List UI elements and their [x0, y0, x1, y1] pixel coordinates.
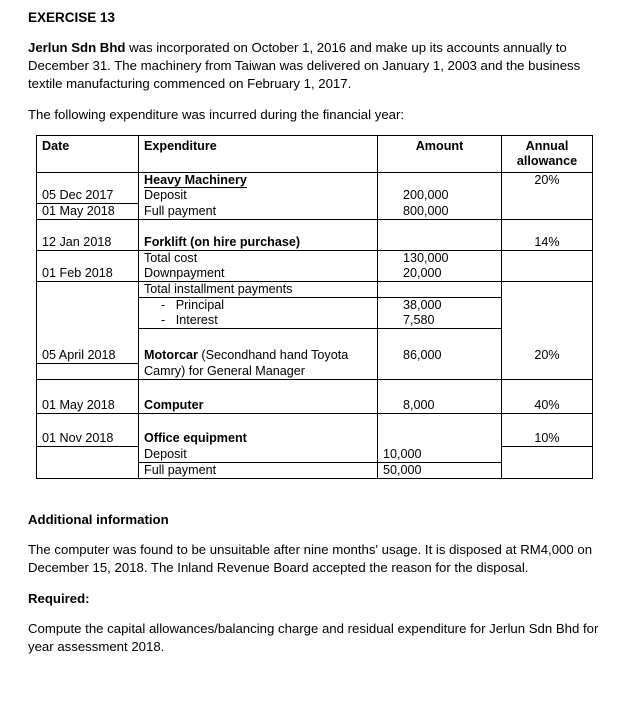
heavy-full-amount: 800,000	[378, 204, 502, 220]
forklift-rate: 14%	[502, 235, 593, 251]
required-text: Compute the capital allowances/balancing charge and residual expenditure for Jerlun Sdn Bhd for year assessment 2018.	[28, 621, 599, 654]
header-annual-allowance: Annual allowance	[502, 136, 593, 173]
expenditure-table	[36, 135, 593, 479]
additional-info-heading: Additional information	[28, 512, 169, 527]
intro-text: was incorporated on October 1, 2016 and make up its accounts annually to December 31. The machinery from Taiwan was delivered on January 1, 2003 and the business textile manufacturing commenced on February 1, 2017.	[28, 40, 581, 91]
office-deposit: 10,000	[378, 447, 502, 463]
table-row	[37, 266, 593, 282]
office-title: Office equipment	[144, 431, 247, 445]
computer-date: 01 May 2018	[37, 395, 139, 414]
motorcar-desc-line1: (Secondhand hand Toyota	[197, 348, 349, 362]
header-amount: Amount	[378, 136, 502, 173]
heavy-full-date: 01 May 2018	[37, 204, 139, 220]
table-header-row	[37, 136, 593, 173]
table-row	[37, 298, 593, 314]
heavy-deposit-label: Deposit	[139, 188, 378, 204]
forklift-principal-label: Principal	[175, 298, 224, 312]
motorcar-desc-line2: Camry) for General Manager	[139, 364, 378, 380]
additional-info-text: The computer was found to be unsuitable after nine months' usage. It is disposed at RM4,000 on December 15, 2018. The Inland Revenue Board accepted the reason for the disposal.	[28, 542, 593, 575]
office-rate: 10%	[502, 429, 593, 447]
forklift-total-cost-label: Total cost	[139, 251, 378, 267]
heavy-deposit-amount: 200,000	[378, 188, 502, 204]
forklift-date: 12 Jan 2018	[37, 235, 139, 251]
table-row	[37, 188, 593, 204]
forklift-principal: 38,000	[378, 298, 502, 314]
required-heading: Required:	[28, 591, 90, 606]
table-row	[37, 364, 593, 380]
heavy-machinery-title: Heavy Machinery	[144, 173, 247, 187]
office-full: 50,000	[378, 462, 502, 478]
motorcar-amount: 86,000	[378, 344, 502, 364]
table-row	[37, 462, 593, 478]
heavy-machinery-rate: 20%	[502, 173, 593, 189]
office-full-label: Full payment	[139, 462, 378, 478]
forklift-downpayment-label: Downpayment	[139, 266, 378, 282]
header-date: Date	[37, 136, 139, 173]
table-lead-text: The following expenditure was incurred during the financial year:	[28, 107, 405, 122]
forklift-total-cost: 130,000	[378, 251, 502, 267]
heavy-full-label: Full payment	[139, 204, 378, 220]
intro-paragraph	[28, 39, 613, 93]
table-row	[37, 447, 593, 463]
forklift-downpayment-date: 01 Feb 2018	[37, 266, 139, 282]
table-row	[37, 313, 593, 329]
principal-dash: -	[161, 298, 166, 312]
office-deposit-label: Deposit	[139, 447, 378, 463]
forklift-interest: 7,580	[378, 313, 502, 329]
interest-dash: -	[161, 313, 166, 327]
table-row	[37, 204, 593, 220]
motorcar-date: 05 April 2018	[37, 344, 139, 364]
forklift-interest-label: Interest	[175, 313, 218, 327]
company-name: Jerlun Sdn Bhd	[28, 40, 126, 55]
computer-rate: 40%	[502, 395, 593, 414]
table-row	[37, 429, 593, 447]
exercise-title: EXERCISE 13	[28, 10, 116, 25]
office-date: 01 Nov 2018	[37, 429, 139, 447]
table-row	[37, 344, 593, 364]
forklift-title: Forklift (on hire purchase)	[144, 235, 301, 249]
table-row	[37, 251, 593, 267]
forklift-downpayment: 20,000	[378, 266, 502, 282]
table-row	[37, 173, 593, 189]
table-row	[37, 235, 593, 251]
motorcar-rate: 20%	[502, 344, 593, 364]
computer-amount: 8,000	[378, 395, 502, 414]
motorcar-title: Motorcar	[144, 348, 198, 362]
header-expenditure: Expenditure	[139, 136, 378, 173]
computer-title: Computer	[144, 398, 204, 412]
forklift-installments-label: Total installment payments	[139, 282, 378, 298]
table-row	[37, 395, 593, 414]
heavy-deposit-date: 05 Dec 2017	[37, 188, 139, 204]
table-row	[37, 282, 593, 298]
